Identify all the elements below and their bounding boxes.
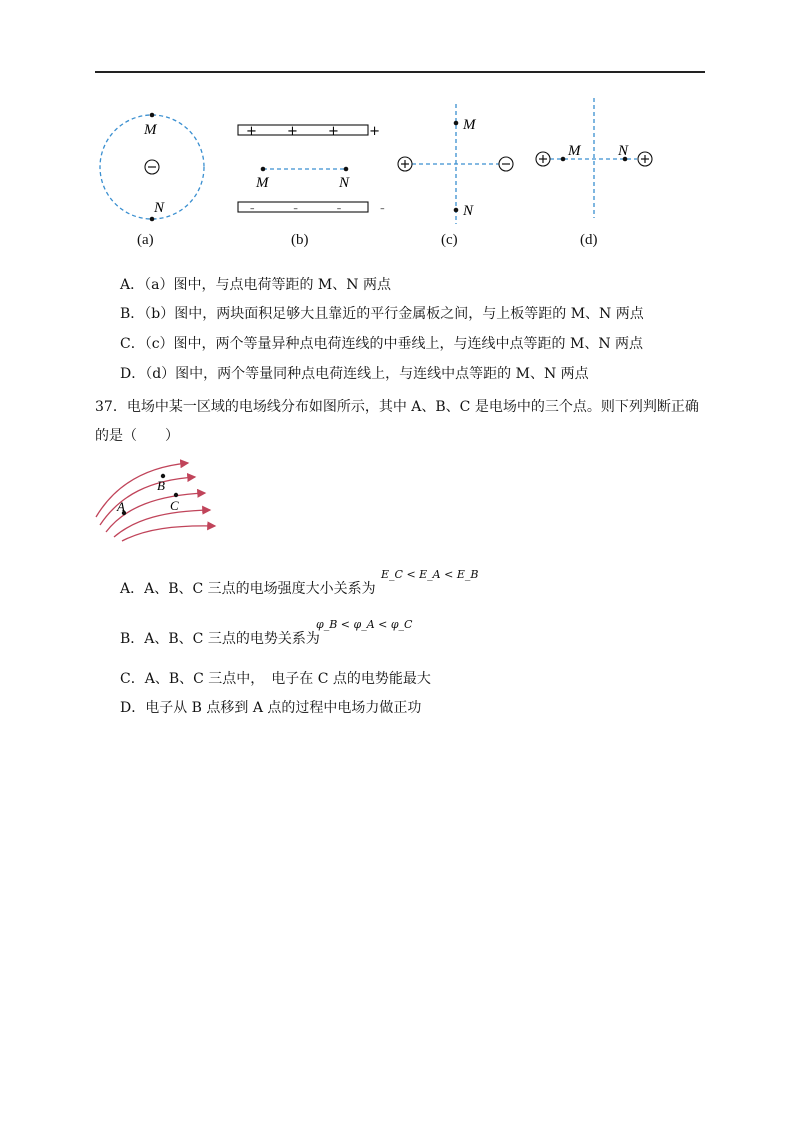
fig-b-label-N: N bbox=[339, 175, 350, 191]
caption-a: (a) bbox=[137, 232, 154, 248]
caption-c: (c) bbox=[441, 232, 458, 248]
figure-b bbox=[238, 124, 403, 214]
caption-b: (b) bbox=[291, 232, 309, 248]
fig-d-label-M: M bbox=[568, 143, 581, 159]
q36-option-b: B．（b）图中，两块面积足够大且靠近的平行金属板之间，与上板等距的 M、N 两点 bbox=[120, 306, 644, 322]
q37-label-C: C bbox=[170, 498, 179, 513]
q36-option-c: C．（c）图中，两个等量异种点电荷连线的中垂线上，与连线中点等距的 M、N 两点 bbox=[120, 336, 644, 352]
fig-c-label-M: M bbox=[463, 117, 476, 133]
q37-option-a: A．A、B、C 三点的电场强度大小关系为 bbox=[120, 581, 376, 597]
q37-stem-line1: 37．电场中某一区域的电场线分布如图所示，其中 A、B、C 是电场中的三个点。则下列判断正确 bbox=[95, 399, 699, 415]
figure-a bbox=[100, 113, 204, 222]
fig-b-top-plate: + + + + bbox=[246, 124, 393, 139]
q37-option-d: D．电子从 B 点移到 A 点的过程中电场力做正功 bbox=[120, 700, 422, 716]
fig-b-bottom-plate: – – – – bbox=[250, 204, 403, 214]
figure-d bbox=[536, 98, 652, 218]
q36-figures bbox=[0, 0, 800, 260]
q37-option-c: C．A、B、C 三点中， 电子在 C 点的电势能最大 bbox=[120, 671, 431, 687]
fig-c-label-N: N bbox=[463, 203, 474, 219]
fig-a-label-N: N bbox=[154, 200, 165, 216]
q36-option-d: D．（d）图中，两个等量同种点电荷连线上，与连线中点等距的 M、N 两点 bbox=[120, 366, 589, 382]
q37-field-lines-figure bbox=[90, 455, 230, 545]
fig-b-label-M: M bbox=[256, 175, 269, 191]
figure-c bbox=[398, 104, 513, 224]
q37-option-b-math: φ_B < φ_A < φ_C bbox=[316, 618, 413, 631]
q37-stem-line2: 的是（ ） bbox=[95, 428, 179, 444]
q36-option-a: A．（a）图中，与点电荷等距的 M、N 两点 bbox=[120, 277, 391, 293]
q37-label-A: A bbox=[117, 499, 125, 514]
q37-label-B: B bbox=[157, 478, 165, 493]
caption-d: (d) bbox=[580, 232, 598, 248]
fig-a-label-M: M bbox=[144, 122, 157, 138]
q37-option-a-math: E_C < E_A < E_B bbox=[381, 568, 479, 581]
fig-d-label-N: N bbox=[618, 143, 629, 159]
q37-option-b: B．A、B、C 三点的电势关系为 bbox=[120, 631, 320, 647]
